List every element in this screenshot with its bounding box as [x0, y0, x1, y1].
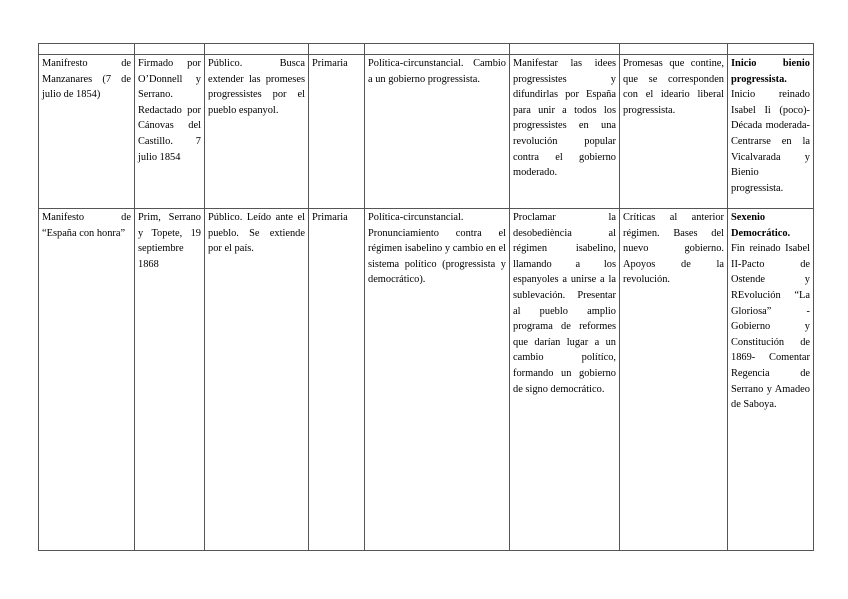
context-cell — [728, 55, 814, 209]
table-row — [39, 209, 814, 551]
nature-cell: Política-circunstancial. Cambio a un gobierno progressista. — [365, 55, 510, 209]
context-text: Inicio reinado Isabel Ii (poco)-Década moderada-Centrarse en la Vicalvarada y Bienio progressista. — [731, 89, 810, 194]
source-type-cell: Primaria — [309, 55, 365, 209]
header-cell — [39, 44, 135, 55]
context-cell — [728, 209, 814, 551]
source-type-cell: Primaria — [309, 209, 365, 551]
header-cell — [510, 44, 620, 55]
ideas-cell: Promesas que contine, que se corresponden con el ideario liberal progressista. — [620, 55, 728, 209]
context-title: Sexenio Democrático. — [731, 212, 791, 239]
context-title: Inicio bienio progressista. — [731, 58, 810, 85]
author-cell: Firmado por O’Donnell y Serrano. Redactado por Cánovas del Castillo. 7 julio 1854 — [135, 55, 205, 209]
manifesto-table — [38, 43, 814, 551]
ideas-cell: Críticas al anterior régimen. Bases del nuevo gobierno. Apoyos de la revolución. — [620, 209, 728, 551]
document-cell: Manifresto de Manzanares (7 de julio de 1854) — [39, 55, 135, 209]
header-cell — [728, 44, 814, 55]
purpose-cell: Manifestar las idees progressistes y difundirlas por España para unir a todos los progressistes en una revolución popular contra el gobierno moderado. — [510, 55, 620, 209]
audience-cell: Público. Leído ante el pueblo. Se extiende por el país. — [205, 209, 309, 551]
header-cell — [135, 44, 205, 55]
context-text: Fin reinado Isabel II-Pacto de Ostende y REvolución “La Gloriosa” -Gobierno y Constitución de 1869- Comentar Regencia de Serrano y Amadeo de Saboya. — [731, 243, 810, 411]
table-header-row — [39, 44, 814, 55]
table-row — [39, 55, 814, 209]
document-cell: Manifesto de “España con honra” — [39, 209, 135, 551]
purpose-cell: Proclamar la desobediència al régimen isabelino, llamando a los espanyoles a unirse a la sublevación. Presentar al pueblo amplio programa de reformes que darían lugar a un cambio polítíco, formando un gobierno de signo democrático. — [510, 209, 620, 551]
header-cell — [309, 44, 365, 55]
header-cell — [205, 44, 309, 55]
header-cell — [620, 44, 728, 55]
author-cell: Prim, Serrano y Topete, 19 septiembre 1868 — [135, 209, 205, 551]
audience-cell: Público. Busca extender las promeses progressistes por el pueblo espanyol. — [205, 55, 309, 209]
nature-cell: Política-circunstancial. Pronunciamiento contra el régimen isabelino y cambio en el sistema político (progressista y democrático). — [365, 209, 510, 551]
header-cell — [365, 44, 510, 55]
